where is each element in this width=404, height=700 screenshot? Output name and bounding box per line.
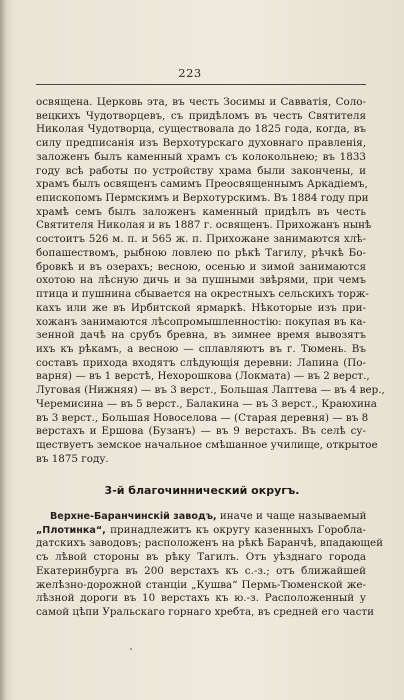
text-line: Екатеринбурга въ 200 верстахъ къ с.-з.; отъ ближайшей bbox=[36, 564, 366, 577]
text-line: епископомъ Пермскимъ и Верхотурскимъ. Въ 1884 году при bbox=[36, 192, 369, 205]
place-name-bold: Верхне-Баранчинскій заводъ, bbox=[50, 511, 217, 522]
text-line: Святителя Николая и въ 1887 г. освященъ. Прихожанъ нынѣ bbox=[36, 219, 372, 232]
text-line: желѣзно-дорожной станціи „Кушва“ Пермь-Тюменской же- bbox=[36, 578, 366, 591]
page-spine-shadow bbox=[0, 0, 6, 700]
text-line: ществуетъ земское начальное смѣшанное училище, открытое bbox=[36, 438, 378, 451]
text-line: силу предписанія изъ Верхотурскаго духовнаго правленія, bbox=[36, 137, 366, 150]
text-line: хожанъ занимаются лѣсопромышленностію: покупая въ ка- bbox=[36, 315, 366, 328]
text-line: верстахъ и Ершова (Бузанъ) — въ 9 верстахъ. Въ селѣ су- bbox=[36, 425, 366, 438]
text-line: освящена. Церковь эта, въ честь Зосимы и Савватія, Соло- bbox=[36, 96, 366, 108]
nickname-bold: „Плотинка“, bbox=[36, 524, 106, 536]
section-heading: 3-й благочиннический округъ. bbox=[104, 484, 300, 497]
text-line: птица и пушнина сбывается на окрестныхъ сельскихъ торж- bbox=[36, 288, 369, 301]
text-line: состоитъ 526 м. п. и 565 ж. п. Прихожане занимаются хлѣ- bbox=[36, 233, 366, 246]
text-line: лѣзной дороги въ 10 верстахъ къ ю.-з. Расположенный у bbox=[36, 592, 366, 605]
text-line: вецкихъ Чудотворцевъ, съ придѣломъ въ честь Святителя bbox=[36, 109, 366, 122]
text-line bbox=[36, 524, 366, 538]
text-line: Луговая (Нижняя) — въ 3 верст., Большая Лаптева — въ 4 вер., bbox=[36, 384, 385, 397]
text-line: самой цѣпи Уральскаго горнаго хребта, въ средней его части bbox=[36, 606, 375, 619]
text-line: Черемисина — въ 5 верст., Балакина — въ 3 верст., Краюхина bbox=[36, 397, 377, 410]
text-line: съ лѣвой стороны въ рѣку Тагилъ. Отъ уѣзднаго города bbox=[36, 551, 366, 564]
text-line: въ 3 верст., Большая Новоселова — (Старая деревня) — въ 8 bbox=[36, 411, 369, 424]
page-number: 223 bbox=[178, 66, 202, 80]
text-fragment: иначе и чаще называемый bbox=[216, 510, 367, 522]
text-line: храмѣ семъ былъ заложенъ каменный придѣлъ въ честь bbox=[36, 205, 366, 218]
text-line: датскихъ заводовъ; расположенъ на рѣкѣ Баранчѣ, впадающей bbox=[36, 537, 384, 550]
text-line: варня) — въ 1 верстѣ, Нехорошкова (Локмата) — въ 2 верст., bbox=[36, 370, 370, 383]
text-line: храмъ былъ освященъ самимъ Преосвященнымъ Аркадіемъ, bbox=[36, 178, 368, 191]
text-line bbox=[36, 510, 366, 524]
text-line: бопашествомъ, рыбною ловлею по рѣкѣ Тагилу, рѣчкѣ Бо- bbox=[36, 246, 366, 259]
header-rule bbox=[36, 84, 366, 85]
text-line: охотою на лѣсную дичь и за пушными звѣрями, при чемъ bbox=[36, 274, 366, 287]
text-line: составъ прихода входятъ слѣдующія деревни: Лапина (По- bbox=[36, 356, 366, 369]
text-line: зенной дачѣ на срубъ бревна, въ зимнее время вывозятъ bbox=[36, 329, 366, 342]
text-line: въ 1875 году. bbox=[36, 452, 109, 465]
text-fragment: принадлежитъ къ округу казенныхъ Горобла- bbox=[105, 523, 366, 536]
text-line: Николая Чудотворца, существовала до 1825 года, когда, въ bbox=[36, 123, 366, 136]
text-line: заложенъ былъ каменный храмъ съ колокольнею; въ 1833 bbox=[36, 150, 366, 163]
paragraph-verkhne-baranchinsky bbox=[36, 510, 384, 620]
text-line: ихъ къ рѣкамъ, а весною — сплавляютъ въ г. Тюмень. Въ bbox=[36, 342, 366, 355]
text-line: бровкѣ и въ озерахъ; весною, осенью и зимой занимаются bbox=[36, 260, 366, 273]
paragraph-church-history bbox=[36, 96, 385, 466]
text-line: кахъ или же въ Ирбитской ярмаркѣ. Нѣкоторые изъ при- bbox=[36, 301, 366, 314]
text-line: году всѣ работы по устройству храма были закончены, и bbox=[36, 164, 366, 177]
print-speck bbox=[130, 648, 132, 650]
